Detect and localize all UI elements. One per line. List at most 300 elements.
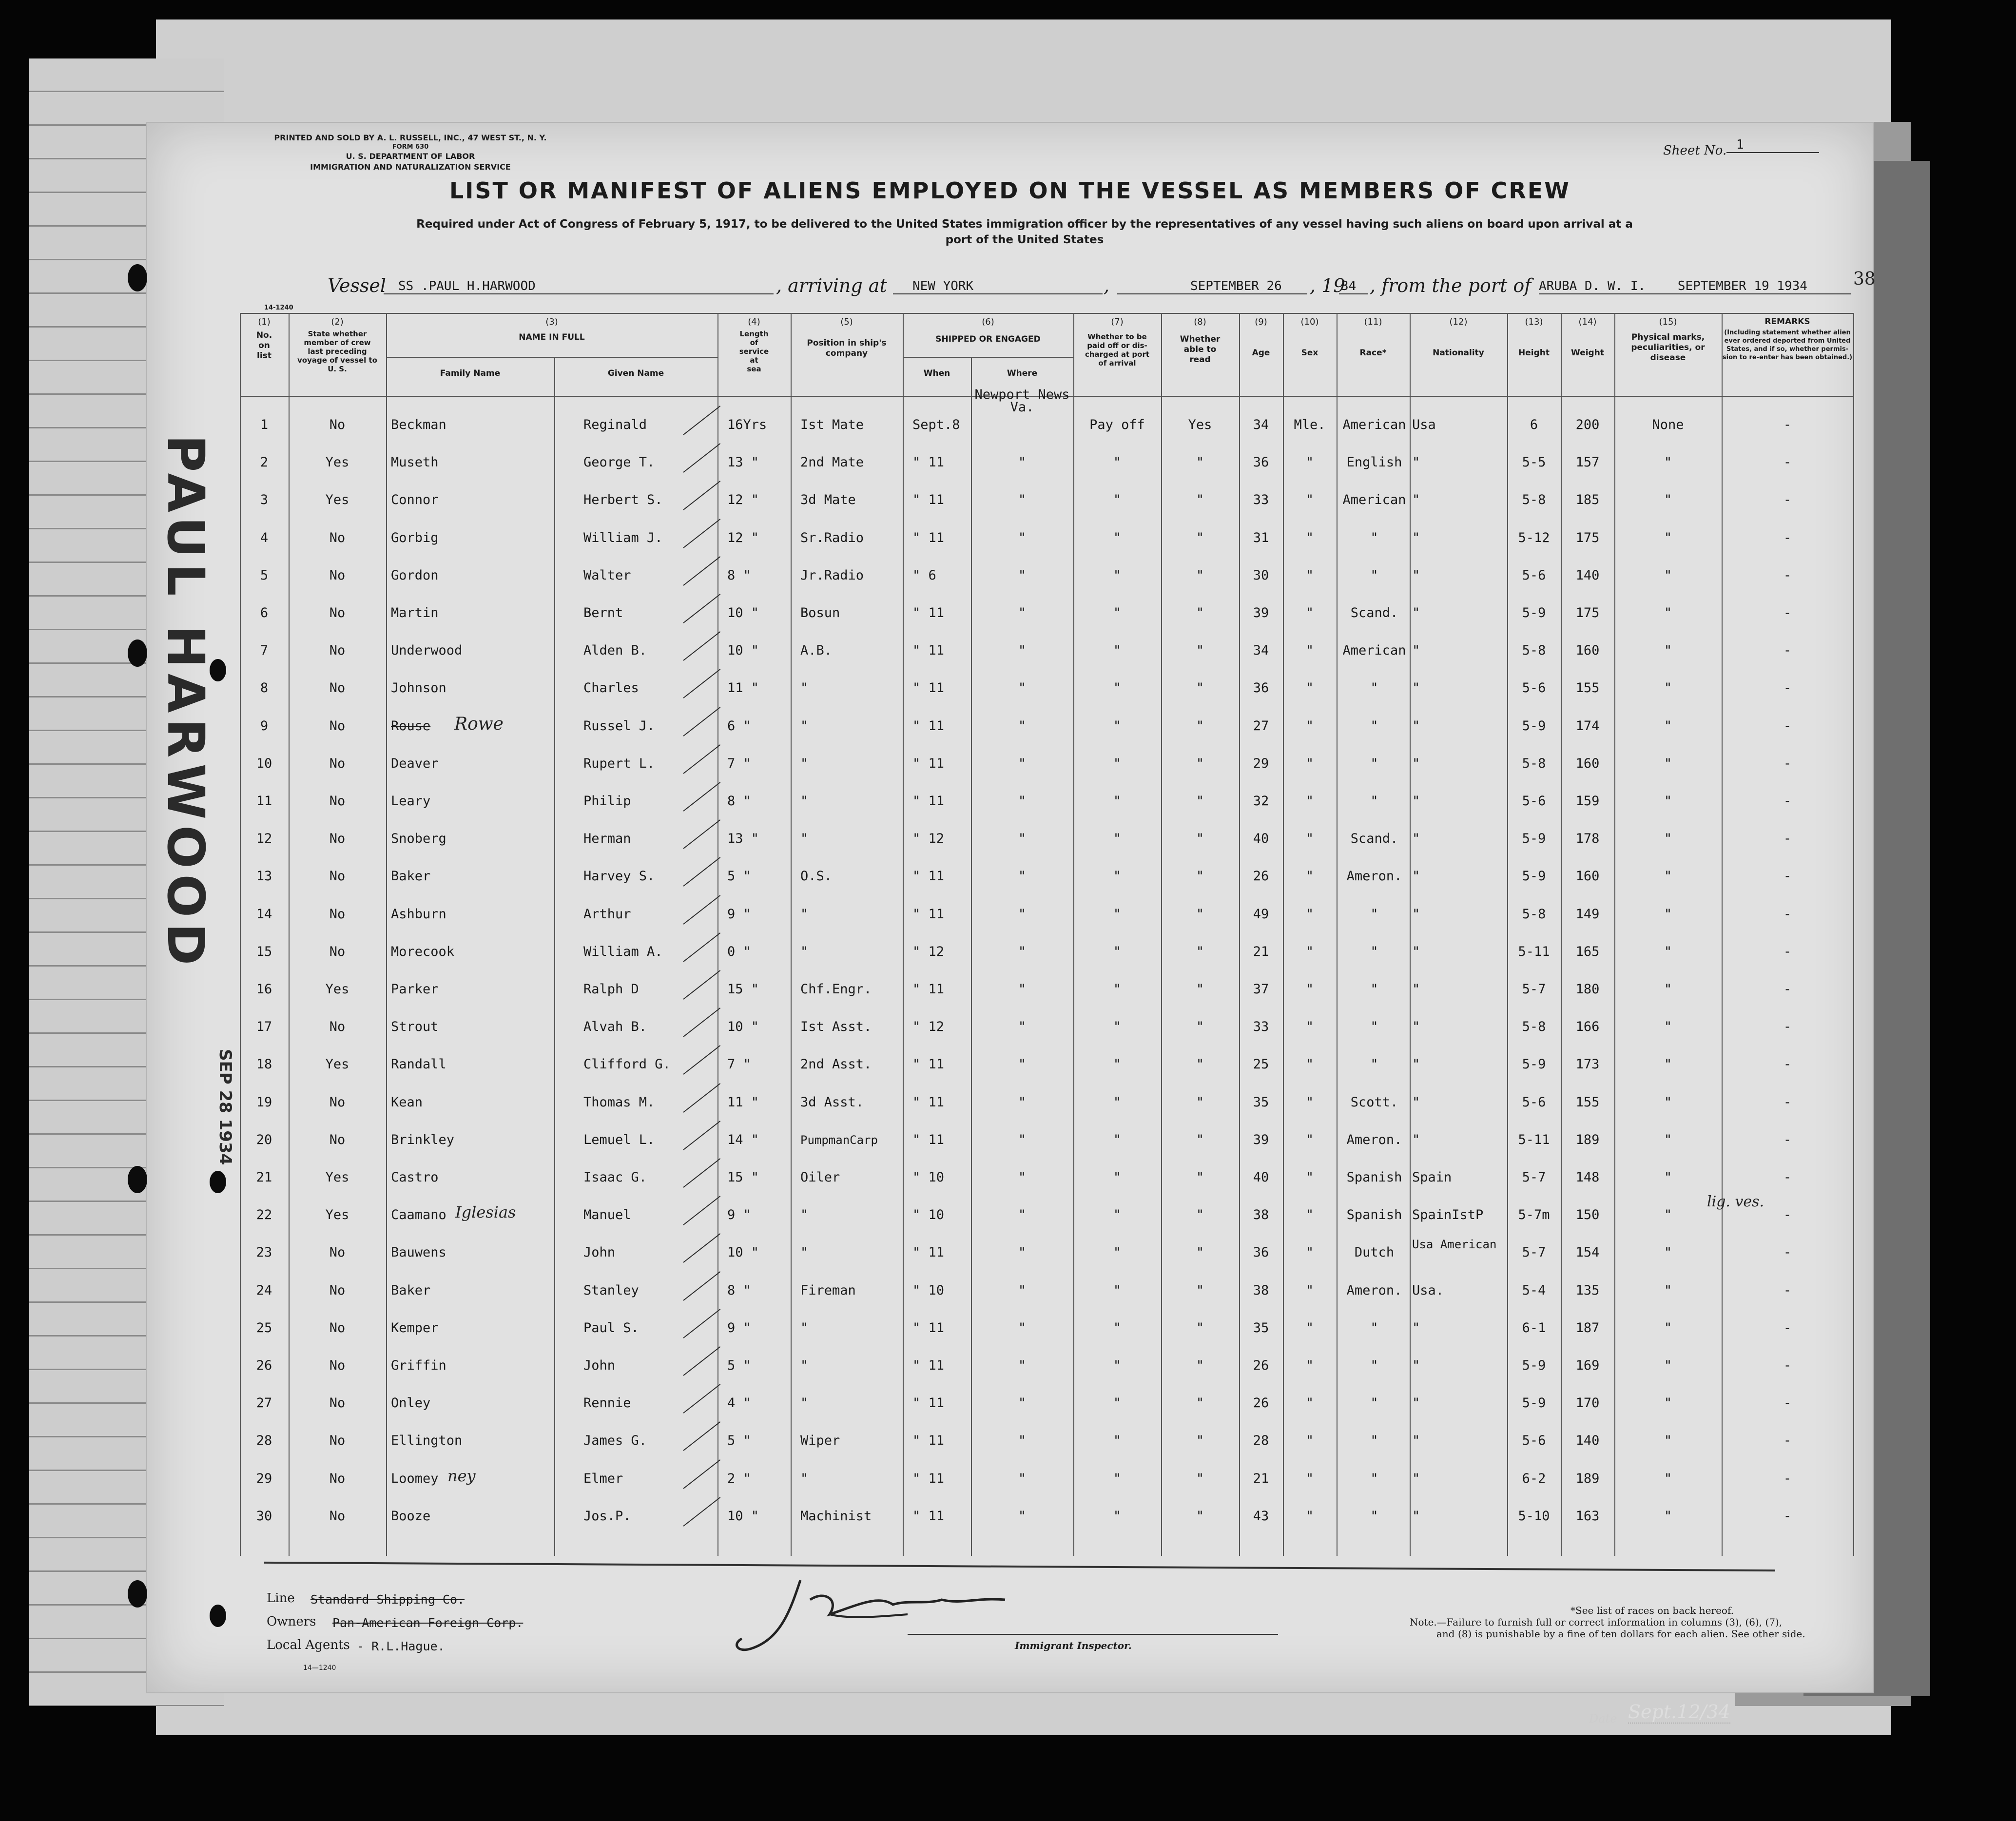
cell-sex: " [1305, 605, 1314, 620]
cell-service: 10 " [727, 1019, 759, 1035]
cell-weight: 166 [1575, 1019, 1600, 1035]
cell-when: " 11 [912, 455, 945, 470]
cell-age: 37 [1253, 982, 1269, 997]
cell-weight: 165 [1575, 944, 1600, 959]
cell-marks: " [1664, 718, 1672, 734]
cell-weight: 148 [1575, 1170, 1600, 1185]
date-stamp: SEP 28 1934 [215, 1049, 235, 1165]
cell-remarks: - [1783, 605, 1792, 620]
cell-where: " [1018, 869, 1027, 884]
cell-paid: " [1113, 1207, 1122, 1223]
cell-race: " [1370, 567, 1378, 583]
cell-prev: No [329, 944, 346, 959]
column-number-c15: (15) [1659, 317, 1677, 327]
cell-age: 39 [1253, 1132, 1269, 1147]
cell-sex: " [1305, 1057, 1314, 1072]
cell-when: " 11 [912, 1395, 945, 1411]
column-header-c8 [1161, 334, 1239, 365]
cell-position: PumpmanCarp [800, 1133, 878, 1147]
cell-race: " [1370, 1057, 1378, 1072]
cell-remarks: - [1783, 1094, 1792, 1110]
cell-paid: " [1113, 1019, 1122, 1035]
cell-marks: " [1664, 1019, 1672, 1035]
cell-when: " 11 [912, 794, 945, 809]
cell-where: " [1018, 1245, 1027, 1260]
cell-nat: " [1412, 718, 1420, 734]
cell-given: Arthur [583, 906, 631, 922]
cell-prev: No [329, 1433, 346, 1449]
cell-service: 9 " [727, 1207, 751, 1223]
cell-read: " [1196, 1433, 1204, 1449]
column-number-c11: (11) [1364, 317, 1382, 327]
cell-sex: " [1305, 831, 1314, 847]
cell-race: Spanish [1346, 1170, 1402, 1185]
cell-service: 7 " [727, 756, 751, 771]
cell-age: 34 [1253, 417, 1269, 432]
form-code: 14-1240 [264, 304, 293, 311]
cell-paid: " [1113, 831, 1122, 847]
cell-paid: " [1113, 680, 1122, 696]
column-header-c6: SHIPPED OR ENGAGED [935, 334, 1041, 344]
cell-prev: No [329, 1094, 346, 1110]
cell-family: Snoberg [391, 831, 446, 847]
cell-where: " [1018, 567, 1027, 583]
cell-nat: " [1412, 869, 1420, 884]
cell-given: Stanley [583, 1282, 639, 1298]
cell-sex: " [1305, 1207, 1314, 1223]
column-header-c5 [791, 338, 903, 359]
column-number-c3: (3) [545, 317, 558, 327]
cell-prev: No [329, 530, 346, 545]
cell-sex: " [1305, 680, 1314, 696]
cell-given: Alden B. [583, 643, 647, 659]
cell-weight: 140 [1575, 1433, 1600, 1449]
punch-hole [210, 1605, 226, 1627]
cell-prev: No [329, 680, 346, 696]
cell-read: " [1196, 1132, 1204, 1147]
cell-race: " [1370, 982, 1378, 997]
cell-sex: " [1305, 1358, 1314, 1373]
vessel-stamp: PAUL HARWOOD [156, 435, 215, 971]
header-line: peculiarities, or [1631, 343, 1705, 352]
cell-nat: " [1412, 643, 1420, 659]
cell-weight: 170 [1575, 1395, 1600, 1411]
cell-no: 26 [256, 1358, 272, 1373]
cell-read: " [1196, 455, 1204, 470]
cell-service: 11 " [727, 1094, 759, 1110]
cell-nat: " [1412, 567, 1420, 583]
cell-nat: " [1412, 756, 1420, 771]
cell-no: 3 [260, 492, 269, 508]
cell-position: Ist Asst. [800, 1019, 872, 1035]
cell-weight: 155 [1575, 680, 1600, 696]
table-top-border [240, 313, 1853, 314]
cell-weight: 175 [1575, 605, 1600, 620]
cell-remarks: - [1783, 756, 1792, 771]
cell-nat: " [1412, 1358, 1420, 1373]
cell-position: 2nd Asst. [800, 1057, 872, 1072]
column-rule [554, 357, 555, 1556]
cell-nat: " [1412, 605, 1420, 620]
cell-position: Bosun [800, 605, 840, 620]
cell-weight: 155 [1575, 1094, 1600, 1110]
cell-race: Dutch [1354, 1245, 1395, 1260]
cell-family: Leary [391, 794, 431, 809]
cell-remarks: - [1783, 1057, 1792, 1072]
page-title: LIST OR MANIFEST OF ALIENS EMPLOYED ON THE VESSEL AS MEMBERS OF CREW [449, 177, 1570, 204]
cell-no: 5 [260, 567, 269, 583]
cell-where: " [1018, 1132, 1027, 1147]
cell-race: " [1370, 1320, 1378, 1336]
cell-age: 40 [1253, 1170, 1269, 1185]
header-line: sea [747, 365, 761, 373]
cell-service: 10 " [727, 605, 759, 620]
cell-nat: " [1412, 530, 1420, 545]
cell-prev: No [329, 756, 346, 771]
cell-service: 10 " [727, 1245, 759, 1260]
cell-service: 8 " [727, 794, 751, 809]
cell-height: 5-11 [1518, 944, 1550, 959]
cell-height: 5-8 [1522, 643, 1546, 659]
cell-age: 27 [1253, 718, 1269, 734]
cell-age: 49 [1253, 906, 1269, 922]
cell-when: " 11 [912, 756, 945, 771]
cell-paid: " [1113, 1358, 1122, 1373]
cell-weight: 160 [1575, 756, 1600, 771]
cell-marks: " [1664, 643, 1672, 659]
cell-race: " [1370, 794, 1378, 809]
arriving-label: , arriving at [776, 275, 887, 296]
cell-sex: " [1305, 1471, 1314, 1486]
cell-family: Morecook [391, 944, 455, 959]
cell-marks: " [1664, 530, 1672, 545]
cell-service: 16Yrs [727, 417, 767, 432]
date-value: Sept.12/34 [1628, 1701, 1730, 1723]
cell-height: 5-5 [1522, 455, 1546, 470]
cell-prev: No [329, 906, 346, 922]
cell-read: " [1196, 906, 1204, 922]
column-header-c4 [717, 329, 791, 373]
cell-age: 29 [1253, 756, 1269, 771]
cell-sex: " [1305, 906, 1314, 922]
cell-when: " 11 [912, 906, 945, 922]
line-label: Line [267, 1591, 295, 1606]
cell-weight: 200 [1575, 417, 1600, 432]
cell-read: " [1196, 1282, 1204, 1298]
header-line: of arrival [1098, 359, 1136, 368]
cell-service: 5 " [727, 1358, 751, 1373]
cell-when: " 12 [912, 831, 945, 847]
cell-service: 10 " [727, 1508, 759, 1524]
cell-paid: " [1113, 906, 1122, 922]
cell-family: Gordon [391, 567, 439, 583]
cell-where: " [1018, 944, 1027, 959]
cell-service: 9 " [727, 906, 751, 922]
cell-nat: " [1412, 680, 1420, 696]
footnote-line: Note.—Failure to furnish full or correct information in columns (3), (6), (7), [1410, 1616, 1783, 1628]
agents-label: Local Agents [267, 1638, 350, 1652]
cell-sex: " [1305, 1320, 1314, 1336]
cell-marks: " [1664, 906, 1672, 922]
cell-remarks: - [1783, 1170, 1792, 1185]
cell-marks: " [1664, 1245, 1672, 1260]
cell-when: " 11 [912, 1057, 945, 1072]
sheet-no-label: Sheet No. [1663, 143, 1727, 158]
cell-sex: " [1305, 756, 1314, 771]
cell-remarks: - [1783, 869, 1792, 884]
arrival-year: 34 [1339, 279, 1368, 294]
cell-height: 5-9 [1522, 718, 1546, 734]
cell-given: Paul S. [583, 1320, 639, 1336]
column-rule [1853, 313, 1854, 1556]
cell-marks: " [1664, 1471, 1672, 1486]
cell-family: Castro [391, 1170, 439, 1185]
header-line: able to [1183, 345, 1217, 354]
cell-marks: " [1664, 982, 1672, 997]
cell-family: Baker [391, 1282, 431, 1298]
shipped-subheader-border [903, 357, 1073, 358]
cell-where: " [1018, 906, 1027, 922]
cell-read: " [1196, 718, 1204, 734]
cell-prev: No [329, 1358, 346, 1373]
cell-where: " [1018, 1019, 1027, 1035]
cell-paid: " [1113, 1320, 1122, 1336]
cell-marks: " [1664, 944, 1672, 959]
cell-given: Herbert S. [583, 492, 663, 508]
cell-height: 5-7 [1522, 1170, 1546, 1185]
cell-height: 5-7m [1518, 1207, 1550, 1223]
cell-age: 38 [1253, 1282, 1269, 1298]
cell-marks: " [1664, 605, 1672, 620]
cell-sex: " [1305, 1170, 1314, 1185]
cell-read: " [1196, 756, 1204, 771]
cell-no: 18 [256, 1057, 272, 1072]
cell-marks: " [1664, 1207, 1672, 1223]
cell-paid: " [1113, 1245, 1122, 1260]
header-line: U. S. [328, 365, 347, 373]
cell-weight: 174 [1575, 718, 1600, 734]
cell-position: " [800, 906, 809, 922]
cell-family: Museth [391, 455, 439, 470]
cell-family: Connor [391, 492, 439, 508]
cell-no: 10 [256, 756, 272, 771]
cell-age: 26 [1253, 1358, 1269, 1373]
cell-prev: No [329, 718, 346, 734]
header-line: of [750, 338, 758, 347]
cell-race: Scott. [1350, 1094, 1398, 1110]
departure-port [1539, 279, 1851, 294]
cell-remarks: - [1783, 643, 1792, 659]
cell-family: Onley [391, 1395, 431, 1411]
cell-service: 6 " [727, 718, 751, 734]
cell-paid: " [1113, 982, 1122, 997]
inspector-signature [732, 1570, 1044, 1658]
cell-where: " [1018, 1094, 1027, 1110]
column-header-c13: Height [1518, 348, 1550, 358]
cell-given: Thomas M. [583, 1094, 655, 1110]
cell-race: Scand. [1350, 831, 1398, 847]
cell-where: " [1018, 1170, 1027, 1185]
cell-remarks: - [1783, 530, 1792, 545]
cell-family: Booze [391, 1508, 431, 1524]
footer-form-code: 14—1240 [303, 1664, 336, 1672]
cell-nat: " [1412, 1433, 1420, 1449]
cell-age: 25 [1253, 1057, 1269, 1072]
footnote-line: and (8) is punishable by a fine of ten dollars for each alien. See other side. [1436, 1628, 1805, 1640]
cell-sex: " [1305, 1433, 1314, 1449]
cell-read: " [1196, 605, 1204, 620]
cell-nat: " [1412, 1019, 1420, 1035]
cell-paid: " [1113, 869, 1122, 884]
cell-marks: " [1664, 680, 1672, 696]
cell-nat: Usa American [1412, 1238, 1497, 1252]
cell-sex: Mle. [1294, 417, 1326, 432]
cell-read: " [1196, 982, 1204, 997]
cell-when: " 11 [912, 1094, 945, 1110]
cell-weight: 189 [1575, 1132, 1600, 1147]
cell-sex: " [1305, 1132, 1314, 1147]
cell-paid: " [1113, 794, 1122, 809]
cell-remarks: - [1783, 944, 1792, 959]
manifest-sheet: PRINTED AND SOLD BY A. L. RUSSELL, INC., 47 WEST ST., N. Y. FORM 630 U. S. DEPARTMENT OF LABOR IMMIGRATION AND NATURALIZATION SERVICE Sheet No. 1 LIST OR MANIFEST OF ALIENS EMPLOYED ON THE VESSEL AS MEMBERS OF CREW Required under Act of Congress of February 5, 1917, to be delivered to the United States immigration officer by the representatives of any vessel having such aliens on board upon arrival at a port of the United States Vessel SS .PAUL H.HARWOOD , arriving at NEW YORK , SEPTEMBER 26 , 19 34 , from the port of ARUBA D. W. I. SEPTEMBER 19 1934 38 14-1240 (1) (2) (3) (4) (5) (6) (7) (8) (9) (10) (11) (12) (13) (14) (15) No. on list State whether member of crew last preceding voyage of vessel to U. S. NAME IN FULL Family Name Given Name Length of service at sea Position in ship's company SHIPPED OR ENGAGED When Where Whether to be paid off or dis- charged at port of arrival Whether able to read Age Sex Race* Nationality Height Weight Physical marks, peculiarities, or disease REMARKS (Including statement whether alien ever ordered deported from United States, and if so, whether permis- sion to re-enter has been obtained.) 1 No Beckman Reginald 16Yrs Ist Mate Sept.8 Newport News Va. Pay off Yes 34 Mle. American Usa 6 200 None - 2 Yes Museth George T. 13 " 2nd Mate " 11 " " " 36 " English " 5-5 157 " - 3 Yes Connor Herbert S. 12 " 3d Mate " 11 " " " 33 " American " 5-8 185 " - 4 No Gorbig William J. 12 " Sr.Radio " 11 " " " 31 " " " 5-12 175 " - 5 No Gordon Walter 8 " Jr.Radio " 6 " " " 30 " " " 5-6 140 " - 6 No Martin Bernt 10 " Bosun " 11 " " " 39 " Scand. " 5-9 175 " - 7 No Underwood Alden B. 10 " A.B. " 11 " " " 34 " American " 5-8 160 " - 8 No Johnson Charles 11 " " " 11 " " " 36 " " " 5-6 155 " - 9 No Rouse Russel J. 6 " " " 11 " " " 27 " " " 5-9 174 " - Rowe 10 No Deaver Rupert L. 7 " " " 11 " " " 29 " " " 5-8 160 " - 11 No Leary Philip 8 " " " 11 " " " 32 " " " 5-6 159 " - 12 No Snoberg Herman 13 " " " 12 " " " 40 " Scand. " 5-9 178 " - 13 No Baker Harvey S. 5 " O.S. " 11 " " " 26 " Ameron. " 5-9 160 " - 14 No Ashburn Arthur 9 " " " 11 " " " 49 " " " 5-8 149 " - 15 No Morecook William A. 0 " " " 12 " " " 21 " " " 5-11 165 " - 16 Yes Parker Ralph D 15 " Chf.Engr. " 11 " " " 37 " " " 5-7 180 " - 17 No Strout Alvah B. 10 " Ist Asst. " 12 " " " 33 " " " 5-8 166 " - 18 Yes Randall Clifford G. 7 " 2nd Asst. " 11 " " " 25 " " " 5-9 173 " - 19 No Kean Thomas M. 11 " 3d Asst. " 11 " " " 35 " Scott. " 5-6 155 " - 20 No Brinkley Lemuel L. 14 " PumpmanCarp " 11 " " " 39 " Ameron. " 5-11 189 " - 21 Yes Castro Isaac G. 15 " Oiler " 10 " " " 40 " Spanish Spain 5-7 148 " - 22 Yes Caamano Manuel 9 " " " 10 " " " 38 " Spanish SpainIstP 5-7m 150 " - Iglesias lig. ves. 23 No Bauwens John 10 " " " 11 " " " 36 " Dutch Usa American 5-7 154 " - 24 No Baker Stanley 8 " Fireman " 10 " " " 38 " Ameron. Usa. 5-4 135 " - 25 No Kemper Paul S. 9 " " " 11 " " " 35 " " " 6-1 187 " - 26 No Griffin John 5 " " " 11 " " " 26 " " " 5-9 169 " - 27 No Onley Rennie 4 " " " 11 " " " 26 " " " 5-9 170 " - 28 No Ellington James G. 5 " Wiper " 11 " " " 28 " " " 5-6 140 " - 29 No Loomey Elmer 2 " " " 11 " " " 21 " " " 6-2 189 " - ney 30 No Booze Jos.P. 10 " Machinist " 11 " " " 43 " " " 5-10 163 " - PAUL HARWOOD SEP 28 1934 Line Standard Shipping Co. Owners Pan-American Foreign Corp. Local Agents - R.L.Hague. 14—1240 Immigrant Inspector. *See list of races on back hereof. Note.—Failure to furnish full or correct information in columns (3), (6), (7), and (8) is punishable by a fine of ten dollars for each alien. See other side. [146, 122, 1874, 1693]
cell-marks: " [1664, 869, 1672, 884]
cell-no: 21 [256, 1170, 272, 1185]
column-number-c9: (9) [1255, 317, 1267, 327]
cell-family: Gorbig [391, 530, 439, 545]
cell-nat: " [1412, 1508, 1420, 1524]
cell-prev: No [329, 869, 346, 884]
cell-position: O.S. [800, 869, 833, 884]
cell-read: " [1196, 1395, 1204, 1411]
cell-weight: 173 [1575, 1057, 1600, 1072]
header-line: Whether to be [1087, 332, 1147, 341]
cell-sex: " [1305, 1094, 1314, 1110]
cell-where: " [1018, 718, 1027, 734]
cell-height: 5-9 [1522, 869, 1546, 884]
cell-given: Philip [583, 794, 631, 809]
cell-remarks: - [1783, 982, 1792, 997]
cell-where: " [1018, 492, 1027, 508]
cell-given: Charles [583, 680, 639, 696]
header-line: member of crew [304, 338, 371, 347]
cell-position: A.B. [800, 643, 833, 659]
cell-family: Baker [391, 869, 431, 884]
header-line: No. [256, 330, 272, 340]
header-line: State whether [308, 329, 367, 338]
cell-height: 5-6 [1522, 680, 1546, 696]
cell-read: " [1196, 1508, 1204, 1524]
header-line: Position in ship's [807, 338, 887, 348]
cell-paid: " [1113, 1508, 1122, 1524]
cell-where: " [1018, 1395, 1027, 1411]
cell-height: 5-7 [1522, 1245, 1546, 1260]
cell-remarks: - [1783, 1207, 1792, 1223]
header-line: service [739, 347, 769, 356]
cell-read: " [1196, 794, 1204, 809]
cell-marks: " [1664, 1395, 1672, 1411]
column-number-c12: (12) [1449, 317, 1468, 327]
cell-given: Elmer [583, 1471, 623, 1486]
cell-nat: " [1412, 906, 1420, 922]
cell-no: 8 [260, 680, 269, 696]
cell-given: Alvah B. [583, 1019, 647, 1035]
cell-height: 5-11 [1518, 1132, 1550, 1147]
cell-given: Jos.P. [583, 1508, 631, 1524]
cell-family: Kemper [391, 1320, 439, 1336]
cell-position: Ist Mate [800, 417, 864, 432]
column-header-c3-given: Given Name [607, 368, 664, 378]
column-rule [791, 313, 792, 1556]
cell-no: 27 [256, 1395, 272, 1411]
cell-height: 5-8 [1522, 756, 1546, 771]
cell-no: 19 [256, 1094, 272, 1110]
cell-marks: " [1664, 567, 1672, 583]
column-header-c10: Sex [1301, 348, 1318, 358]
cell-height: 5-8 [1522, 492, 1546, 508]
cell-prev: No [329, 831, 346, 847]
cell-height: 5-10 [1518, 1508, 1550, 1524]
cell-where: " [1018, 455, 1027, 470]
header-line: company [825, 349, 868, 358]
cell-family: Underwood [391, 643, 463, 659]
cell-position: " [800, 1471, 809, 1486]
cell-where: " [1018, 1282, 1027, 1298]
cell-no: 14 [256, 906, 272, 922]
cell-family: Johnson [391, 680, 446, 696]
departure-date: SEPTEMBER 19 1934 [1677, 279, 1807, 293]
cell-no: 12 [256, 831, 272, 847]
cell-service: 8 " [727, 1282, 751, 1298]
cell-family: Rouse [391, 718, 431, 734]
cell-no: 25 [256, 1320, 272, 1336]
cell-family: Caamano [391, 1207, 446, 1223]
cell-remarks: - [1783, 680, 1792, 696]
cell-height: 6 [1530, 417, 1538, 432]
cell-position: Machinist [800, 1508, 872, 1524]
cell-race: American [1342, 643, 1406, 659]
vessel-label: Vessel [328, 275, 387, 296]
cell-race: " [1370, 944, 1378, 959]
cell-marks: " [1664, 1508, 1672, 1524]
cell-age: 28 [1253, 1433, 1269, 1449]
inspector-label: Immigrant Inspector. [1015, 1640, 1132, 1651]
cell-where: " [1018, 1471, 1027, 1486]
cell-read: " [1196, 944, 1204, 959]
cell-prev: No [329, 1245, 346, 1260]
cell-race: " [1370, 530, 1378, 545]
footnote-line: *See list of races on back hereof. [1570, 1605, 1734, 1616]
cell-read: " [1196, 567, 1204, 583]
cell-position: Oiler [800, 1170, 840, 1185]
cell-when: " 10 [912, 1207, 945, 1223]
cell-service: 11 " [727, 680, 759, 696]
cell-height: 5-4 [1522, 1282, 1546, 1298]
page-mark: 38 [1853, 269, 1876, 289]
cell-height: 5-6 [1522, 1433, 1546, 1449]
cell-when: " 11 [912, 680, 945, 696]
column-number-c1: (1) [258, 317, 271, 327]
cell-remarks: - [1783, 417, 1792, 432]
cell-weight: 154 [1575, 1245, 1600, 1260]
cell-service: 15 " [727, 1170, 759, 1185]
cell-paid: " [1113, 1282, 1122, 1298]
cell-remarks: - [1783, 1358, 1792, 1373]
cell-prev: No [329, 1019, 346, 1035]
cell-remarks: - [1783, 831, 1792, 847]
cell-given: Isaac G. [583, 1170, 647, 1185]
cell-age: 40 [1253, 831, 1269, 847]
column-rule [903, 313, 904, 1556]
